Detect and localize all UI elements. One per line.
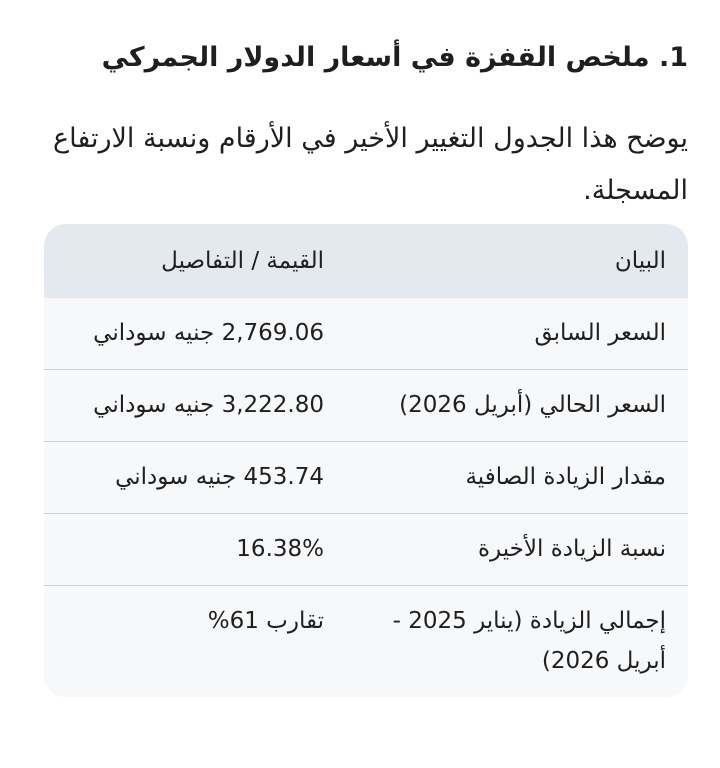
row-label-total-increase: إجمالي الزيادة (يناير 2025 - أبريل 2026) [392, 608, 666, 674]
section-heading: 1. ملخص القفزة في أسعار الدولار الجمركي [101, 42, 688, 74]
table-header-row [44, 224, 688, 298]
column-header-value: القيمة / التفاصيل [161, 248, 324, 274]
row-label-recent-increase-rate: نسبة الزيادة الأخيرة [477, 536, 666, 562]
summary-table [44, 224, 688, 697]
row-label-previous-price: السعر السابق [534, 320, 666, 346]
row-label-current-price: السعر الحالي (أبريل 2026) [399, 392, 666, 418]
table-row [44, 586, 688, 698]
row-value-total-increase: تقارب 61% [207, 608, 324, 634]
table-row [44, 442, 688, 514]
intro-paragraph: يوضح هذا الجدول التغيير الأخير في الأرقام ونسبة الارتفاع المسجلة. [52, 123, 688, 206]
row-value-net-increase: 453.74 جنيه سوداني [115, 464, 324, 490]
row-value-recent-increase-rate: 16.38% [236, 536, 324, 562]
row-value-current-price: 3,222.80 جنيه سوداني [93, 392, 324, 418]
row-value-previous-price: 2,769.06 جنيه سوداني [93, 320, 324, 346]
table-row [44, 298, 688, 370]
table-row [44, 514, 688, 586]
summary-table-card [44, 224, 688, 697]
column-header-statement: البيان [614, 248, 666, 274]
table-row [44, 370, 688, 442]
row-label-net-increase: مقدار الزيادة الصافية [465, 464, 666, 490]
